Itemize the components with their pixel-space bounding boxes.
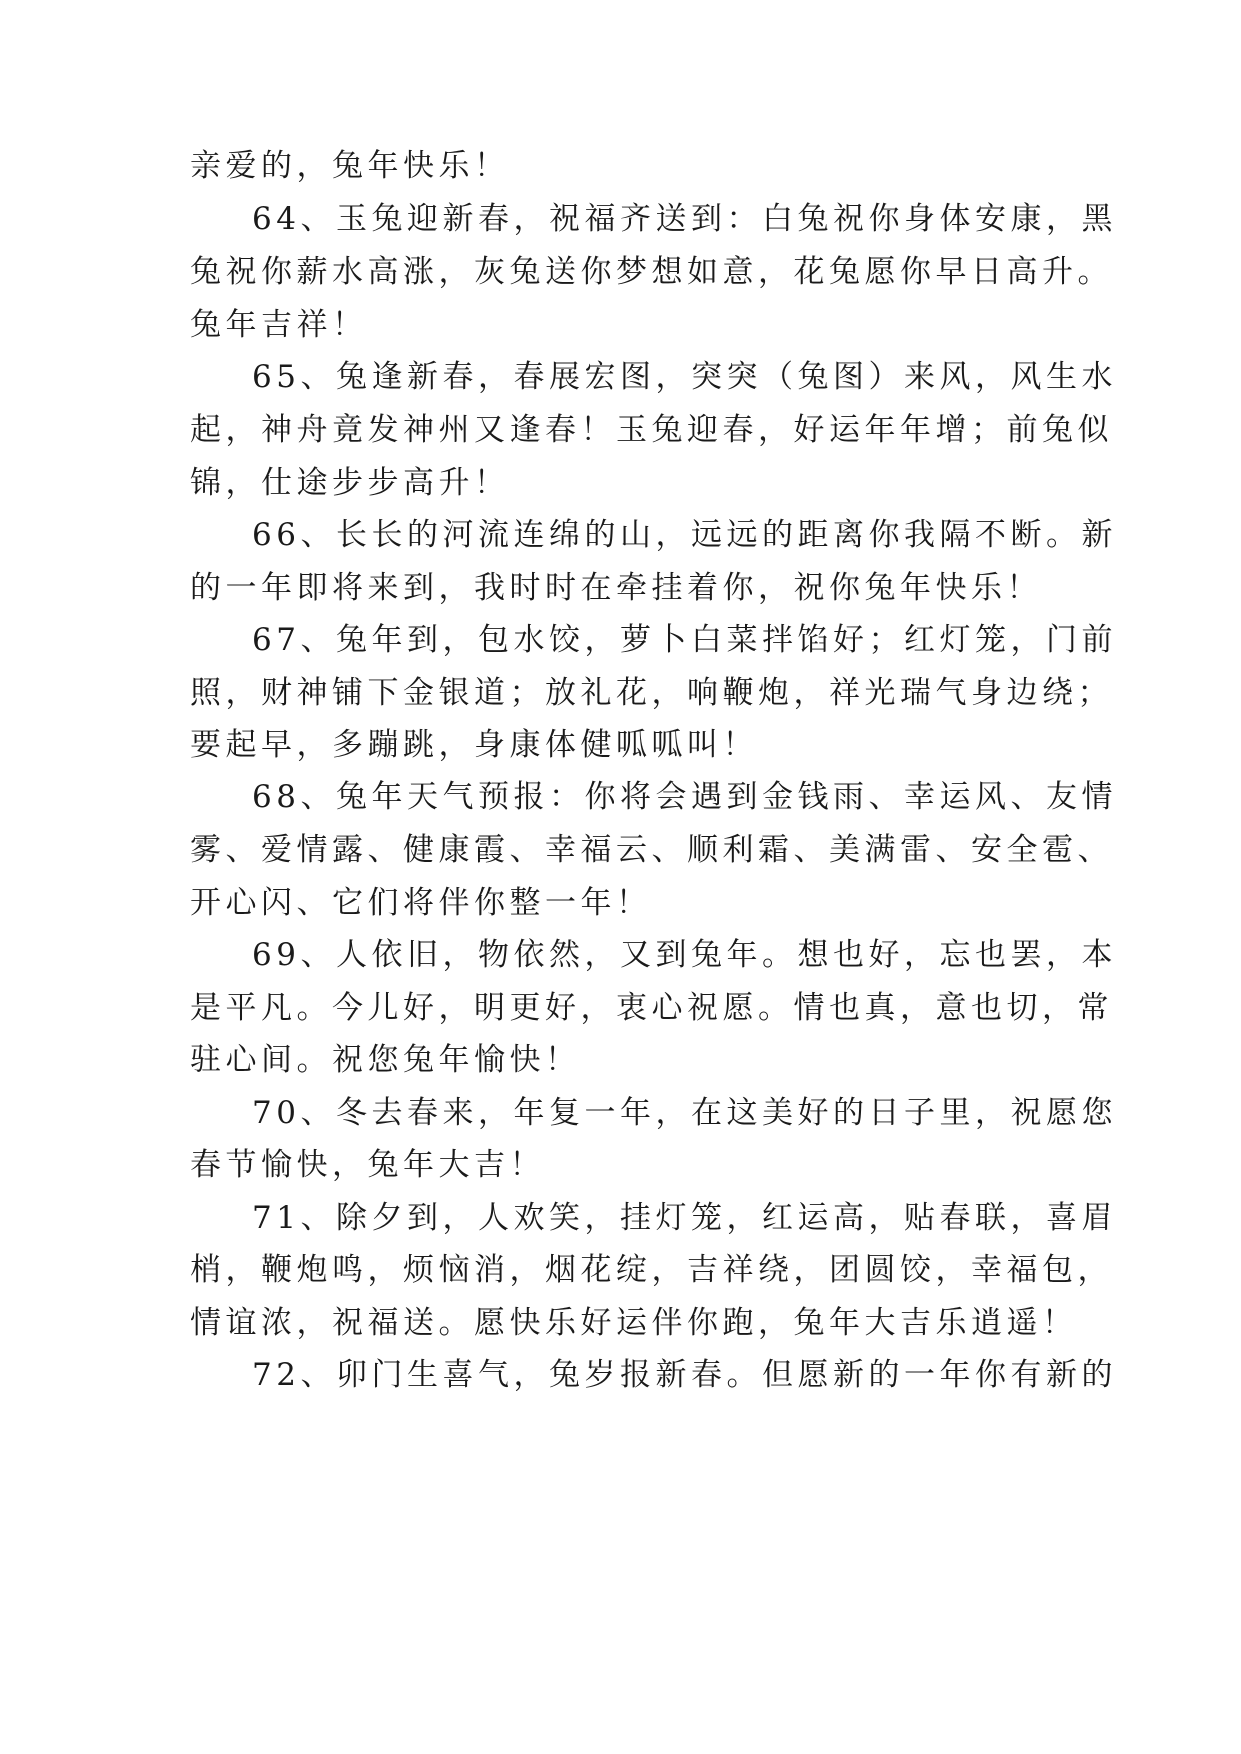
- text-line: 春节愉快，兔年大吉！: [190, 1147, 545, 1183]
- text-line: 72、卯门生喜气，兔岁报新春。但愿新的一年你有新的: [252, 1357, 1117, 1393]
- text-line: 兔祝你薪水高涨，灰兔送你梦想如意，花兔愿你早日高升。: [190, 254, 1113, 290]
- text-line: 69、人依旧，物依然，又到兔年。想也好，忘也罢，本: [252, 937, 1117, 973]
- text-line: 要起早，多蹦跳，身康体健呱呱叫！: [190, 727, 758, 763]
- text-line: 雾、爱情露、健康霞、幸福云、顺利霜、美满雷、安全雹、: [190, 832, 1113, 868]
- text-line: 的一年即将来到，我时时在牵挂着你，祝你兔年快乐！: [190, 570, 1042, 606]
- text-line: 65、兔逢新春，春展宏图，突突（兔图）来风，风生水: [252, 359, 1117, 395]
- text-line: 照，财神铺下金银道；放礼花，响鞭炮，祥光瑞气身边绕；: [190, 675, 1113, 711]
- text-line: 67、兔年到，包水饺，萝卜白菜拌馅好；红灯笼，门前: [252, 622, 1117, 658]
- text-line: 66、长长的河流连绵的山，远远的距离你我隔不断。新: [252, 517, 1117, 553]
- text-line: 兔年吉祥！: [190, 307, 368, 343]
- text-line: 70、冬去春来，年复一年，在这美好的日子里，祝愿您: [252, 1095, 1117, 1131]
- text-line: 驻心间。祝您兔年愉快！: [190, 1042, 581, 1078]
- text-line: 情谊浓，祝福送。愿快乐好运伴你跑，兔年大吉乐逍遥！: [190, 1305, 1078, 1341]
- text-line: 梢，鞭炮鸣，烦恼消，烟花绽，吉祥绕，团圆饺，幸福包，: [190, 1252, 1113, 1288]
- text-line: 开心闪、它们将伴你整一年！: [190, 885, 652, 921]
- text-line: 68、兔年天气预报：你将会遇到金钱雨、幸运风、友情: [252, 779, 1117, 815]
- text-line: 亲爱的，兔年快乐！: [190, 148, 510, 184]
- text-line: 锦，仕途步步高升！: [190, 465, 510, 501]
- text-line: 是平凡。今儿好，明更好，衷心祝愿。情也真，意也切，常: [190, 990, 1113, 1026]
- text-line: 起，神舟竟发神州又逢春！玉兔迎春，好运年年增；前兔似: [190, 412, 1113, 448]
- text-line: 64、玉兔迎新春，祝福齐送到：白兔祝你身体安康，黑: [252, 201, 1117, 237]
- text-line: 71、除夕到，人欢笑，挂灯笼，红运高，贴春联，喜眉: [252, 1200, 1117, 1236]
